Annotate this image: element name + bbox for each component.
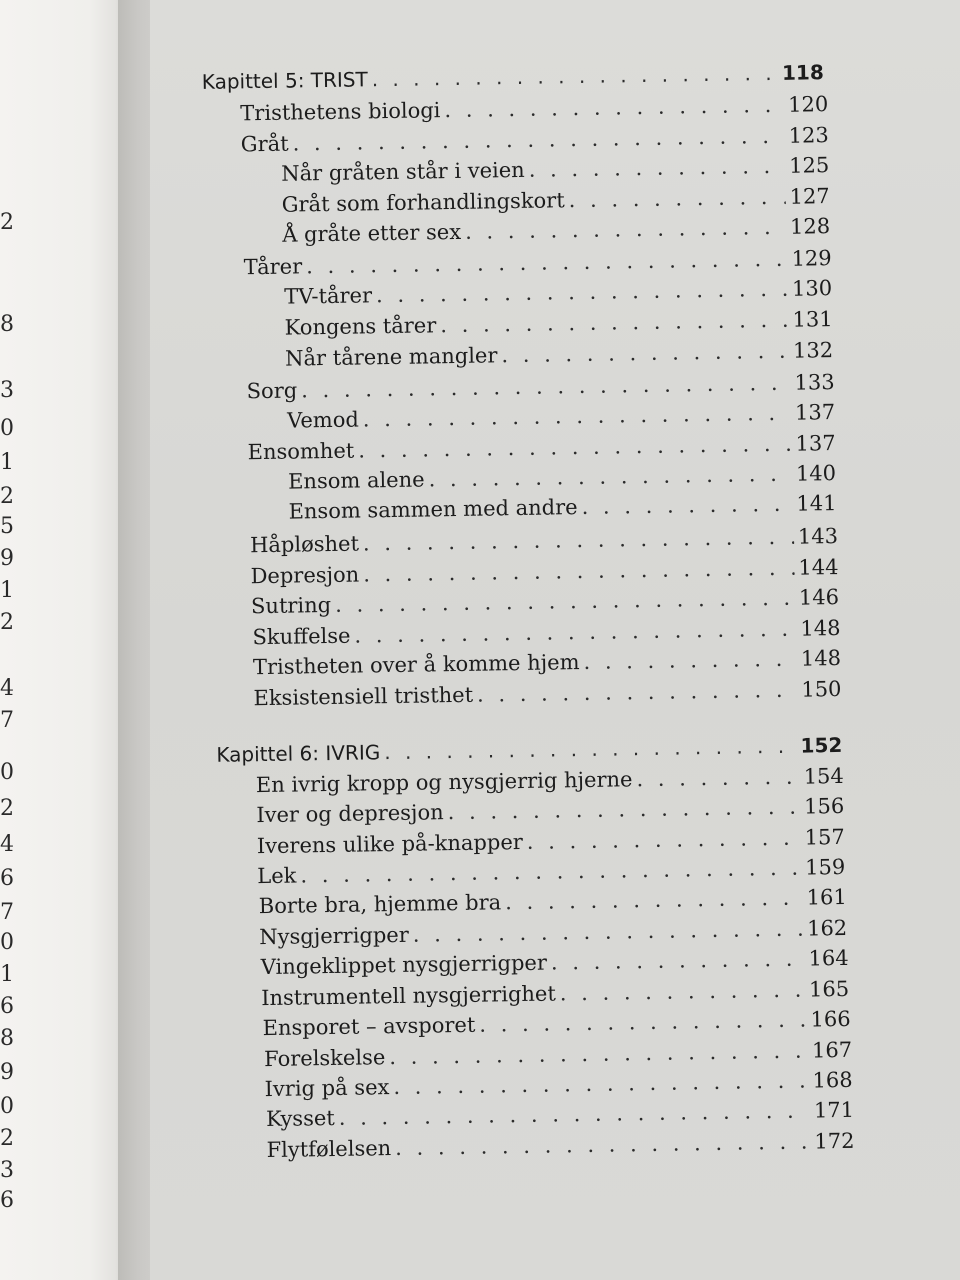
left-margin-number: 1 [0, 962, 14, 987]
entry-page-number: 148 [800, 645, 842, 671]
entry-page-number: 172 [814, 1128, 855, 1154]
leader-dots [444, 90, 784, 125]
entry-page-number: 164 [808, 945, 849, 971]
entry-label: Kysset [265, 1105, 335, 1132]
left-margin-number: 6 [0, 994, 14, 1019]
left-margin-number: 2 [0, 484, 14, 509]
entry-page-number: 171 [813, 1097, 855, 1123]
entry-label: Vemod [286, 407, 360, 433]
entry-label: Ensom alene [287, 467, 425, 494]
leader-dots [477, 675, 798, 710]
entry-label: Depresjon [250, 562, 360, 589]
entry-label: Å gråte etter sex [282, 219, 462, 247]
entry-label: Eksistensiell tristhet [253, 682, 474, 711]
chapter-title: Kapittel 6: IVRIG [216, 740, 381, 767]
entry-page-number: 143 [797, 523, 839, 549]
entry-label: TV-tårer [284, 283, 373, 309]
left-margin-number: 8 [0, 1026, 14, 1051]
leader-dots [636, 762, 800, 795]
left-margin-number: 2 [0, 1126, 14, 1151]
entry-label: Ensporet – avsporet [262, 1012, 476, 1041]
entry-label: Nysgjerrigper [259, 922, 409, 950]
left-margin-number: 1 [0, 450, 14, 475]
entry-label: Borte bra, hjemme bra [258, 890, 502, 919]
leader-dots [581, 489, 792, 522]
left-margin-number: 4 [0, 832, 14, 857]
left-margin-number: 0 [0, 930, 14, 955]
entry-label: Når tårene mangler [284, 343, 498, 371]
entry-label: Gråt som forhandlingskort [281, 188, 565, 217]
leader-dots [501, 336, 789, 371]
entry-page-number: 167 [811, 1037, 853, 1063]
entry-page-number: 150 [801, 676, 842, 702]
leader-dots [583, 644, 797, 677]
entry-page-number: 168 [812, 1067, 853, 1093]
entry-page-number: 162 [806, 915, 848, 941]
entry-label: Forelskelse [263, 1045, 386, 1072]
entry-page-number: 128 [789, 214, 831, 239]
left-margin-number: 6 [0, 866, 14, 891]
left-margin-number: 9 [0, 1060, 14, 1085]
chapter-title: Kapittel 5: TRIST [201, 67, 368, 94]
entry-label: Ensomhet [247, 438, 355, 465]
entry-label: Iverens ulike på-knapper [256, 829, 523, 859]
entry-label: Flytfølelsen [266, 1136, 392, 1163]
entry-page-number: 127 [789, 184, 830, 209]
entry-page-number: 123 [788, 123, 829, 148]
entry-label: Kongens tårer [284, 313, 437, 340]
leader-dots [528, 151, 785, 185]
entry-label: Iver og depresjon [256, 800, 444, 828]
leader-dots [447, 792, 800, 828]
left-margin-number: 2 [0, 610, 14, 635]
entry-label: Sorg [246, 378, 298, 404]
entry-label: Vingeklippet nysgjerrigper [260, 950, 548, 980]
entry-label: Tristheten over å komme hjem [252, 650, 580, 680]
entry-page-number: 140 [795, 461, 837, 486]
left-margin-number: 0 [0, 760, 14, 785]
entry-page-number: 141 [796, 491, 837, 516]
chapter-page-number: 152 [800, 732, 843, 758]
entry-page-number: 144 [798, 554, 839, 580]
left-margin-number: 8 [0, 312, 14, 337]
entry-label: Når gråten står i veien [281, 157, 525, 186]
entry-page-number: 165 [808, 976, 850, 1002]
left-margin-number: 7 [0, 900, 14, 925]
entry-page-number: 159 [804, 854, 846, 880]
entry-page-number: 156 [803, 793, 845, 819]
leader-dots [560, 975, 806, 1009]
entry-label: Ivrig på sex [264, 1075, 390, 1102]
entry-page-number: 125 [788, 153, 830, 178]
entry-label: Skuffelse [252, 623, 351, 650]
entry-page-number: 137 [795, 431, 836, 456]
entry-page-number: 166 [810, 1006, 851, 1032]
entry-label: Lek [257, 863, 297, 889]
leader-dots [395, 1127, 811, 1164]
entry-label: Gråt [240, 131, 289, 157]
entry-label: Tårer [243, 254, 303, 280]
left-margin-number: 0 [0, 416, 14, 441]
entry-page-number: 137 [794, 400, 836, 425]
entry-label: En ivrig kropp og nysgjerrig hjerne [255, 767, 633, 798]
leader-dots [551, 944, 805, 978]
entry-label: Ensom sammen med andre [288, 495, 578, 524]
entry-page-number: 157 [804, 824, 845, 850]
left-margin-number: 4 [0, 676, 14, 701]
leader-dots [479, 1005, 807, 1040]
entry-page-number: 129 [791, 246, 832, 271]
left-margin-number: 2 [0, 796, 14, 821]
left-margin-number: 9 [0, 546, 14, 571]
leader-dots [568, 182, 785, 215]
chapter-page-number: 118 [781, 60, 824, 85]
entry-label: Sutring [250, 592, 332, 619]
leader-dots [371, 58, 778, 94]
entry-page-number: 148 [800, 615, 841, 641]
left-margin-number: 1 [0, 578, 14, 603]
entry-page-number: 161 [806, 884, 847, 910]
entry-label: Instrumentell nysgjerrighet [261, 981, 556, 1011]
left-margin-number: 0 [0, 1094, 14, 1119]
entry-page-number: 133 [794, 370, 835, 395]
leader-dots [440, 305, 789, 340]
entry-label: Tristhetens biologi [240, 98, 441, 126]
leader-dots [505, 883, 803, 918]
entry-page-number: 130 [791, 276, 833, 301]
left-margin-number: 6 [0, 1188, 14, 1213]
left-margin-number: 2 [0, 210, 14, 235]
leader-dots [527, 823, 801, 857]
left-margin-number: 3 [0, 378, 14, 403]
left-margin-number: 3 [0, 1158, 14, 1183]
entry-page-number: 131 [792, 307, 833, 332]
left-margin-number: 7 [0, 708, 14, 733]
leader-dots [465, 212, 786, 247]
entry-page-number: 132 [792, 338, 834, 363]
left-margin-number: 5 [0, 514, 14, 539]
entry-page-number: 154 [803, 763, 844, 789]
entry-page-number: 146 [798, 584, 840, 610]
entry-label: Håpløshet [249, 531, 360, 558]
entry-page-number: 120 [787, 92, 829, 117]
